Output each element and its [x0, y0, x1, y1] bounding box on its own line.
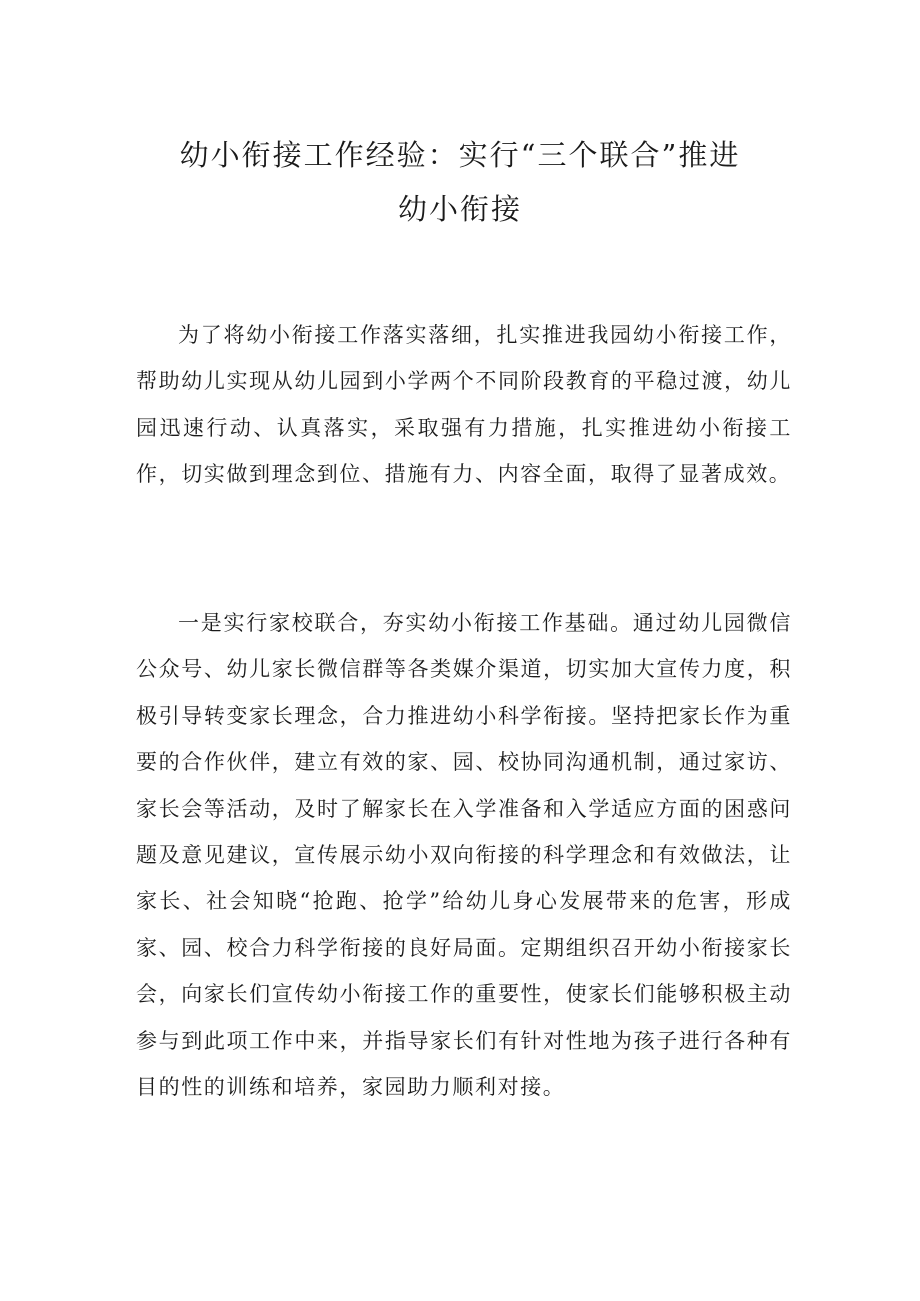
document-title	[130, 128, 790, 236]
section-one-paragraph: 一是实行家校联合，夯实幼小衔接工作基础。通过幼儿园微信公众号、幼儿家长微信群等各类媒介渠道，切实加大宣传力度，积极引导转变家长理念，合力推进幼小科学衔接。坚持把家长作为重要的合作伙伴，建立有效的家、园、校协同沟通机制，通过家访、家长会等活动，及时了解家长在入学准备和入学适应方面的困惑问题及意见建议，宣传展示幼小双向衔接的科学理念和有效做法，让家长、社会知晓“抢跑、抢学”给幼儿身心发展带来的危害，形成家、园、校合力科学衔接的良好局面。定期组织召开幼小衔接家长会，向家长们宣传幼小衔接工作的重要性，使家长们能够积极主动参与到此项工作中来，并指导家长们有针对性地为孩子进行各种有目的性的训练和培养，家园助力顺利对接。	[136, 611, 792, 1100]
intro-paragraph: 为了将幼小衔接工作落实落细，扎实推进我园幼小衔接工作，帮助幼儿实现从幼儿园到小学两个不同阶段教育的平稳过渡，幼儿园迅速行动、认真落实，采取强有力措施，扎实推进幼小衔接工作，切实做到理念到位、措施有力、内容全面，取得了显著成效。	[136, 323, 792, 487]
title-line-1: 幼小衔接工作经验：实行“三个联合”推进	[179, 138, 741, 172]
title-line-2: 幼小衔接	[397, 192, 522, 226]
